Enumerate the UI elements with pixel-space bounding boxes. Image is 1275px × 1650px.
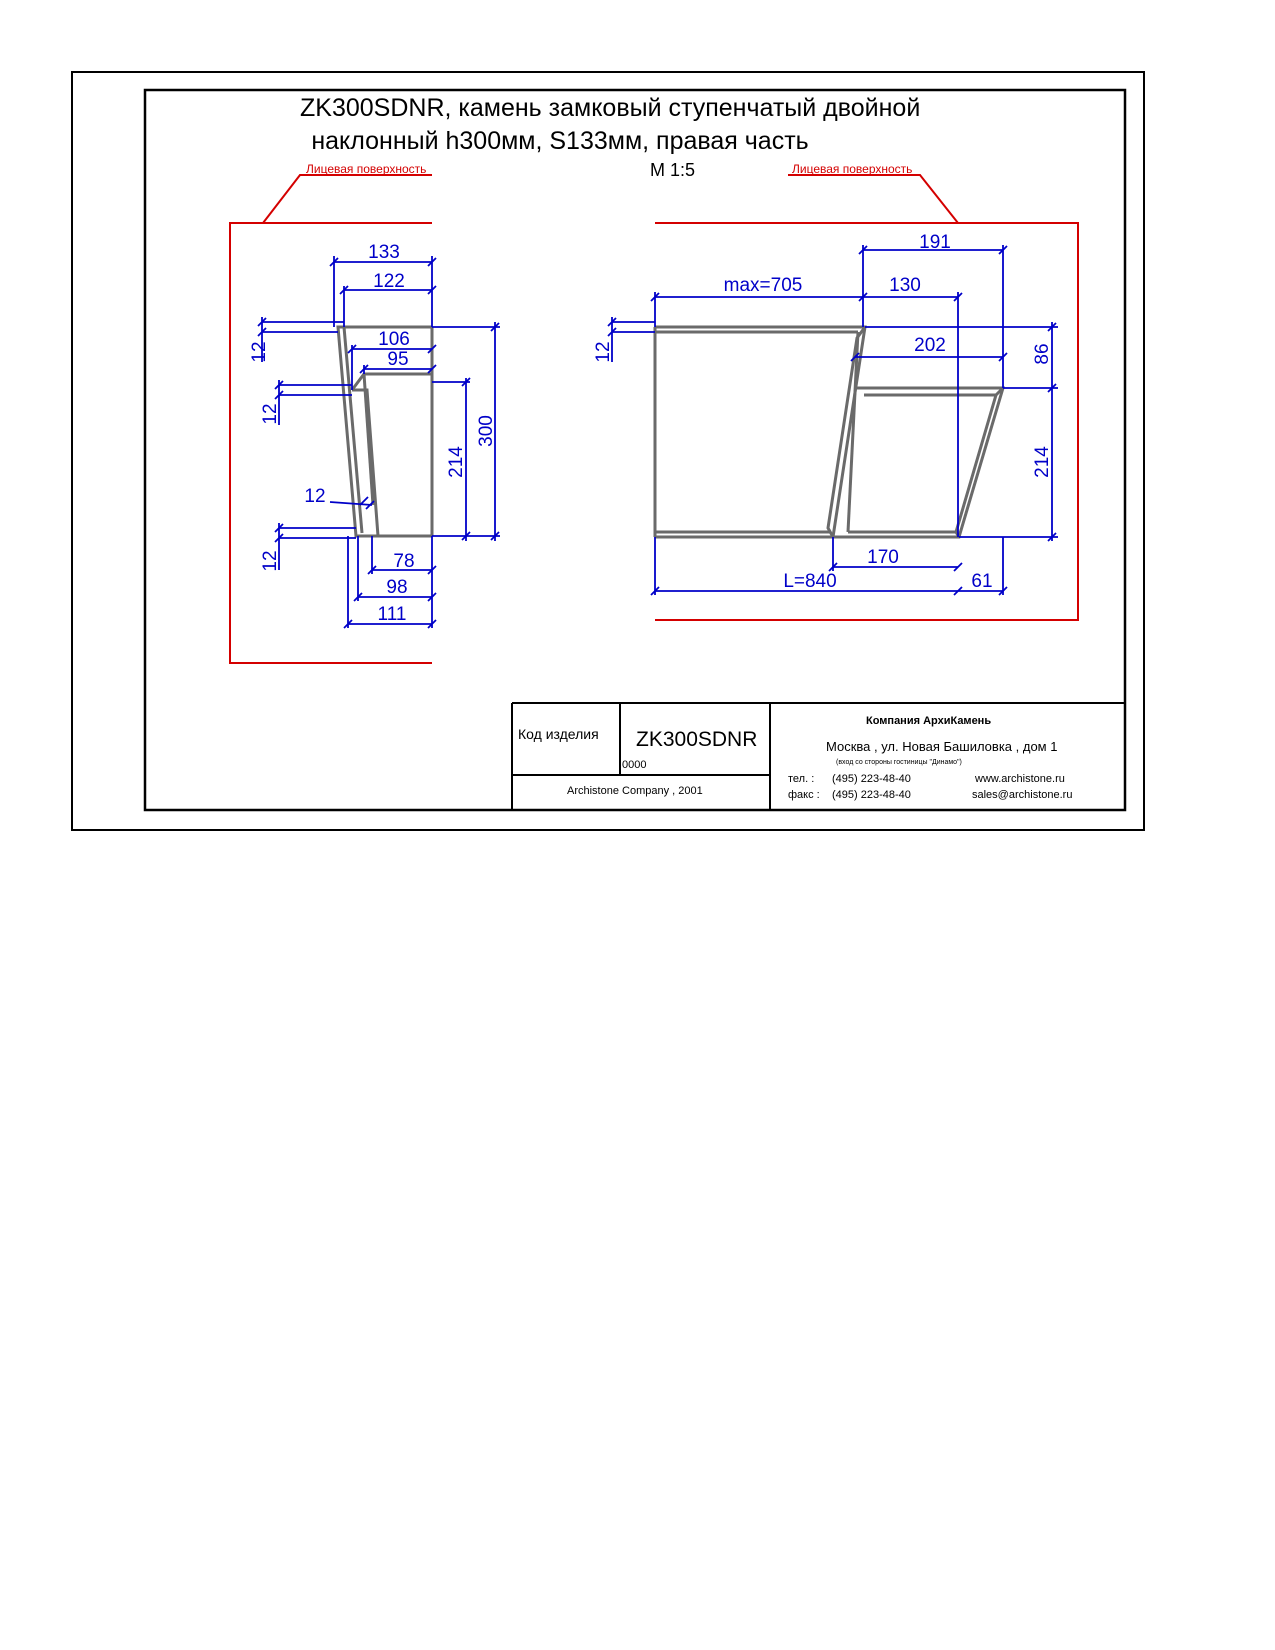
dim-12-mid: 12 bbox=[260, 403, 281, 425]
face-label-left: Лицевая поверхность bbox=[306, 162, 427, 176]
drawing-scale: M 1:5 bbox=[650, 160, 696, 180]
face-label-right: Лицевая поверхность bbox=[792, 162, 913, 176]
drawing-number: 0000 bbox=[622, 759, 647, 771]
dim-300: 300 bbox=[476, 415, 497, 447]
fax-value: (495) 223-48-40 bbox=[832, 789, 911, 801]
dim-106: 106 bbox=[378, 329, 410, 350]
dim-12-inner: 12 bbox=[304, 486, 326, 507]
dim-214-left: 214 bbox=[446, 446, 467, 478]
right-view-dimensions bbox=[608, 245, 1058, 595]
dim-214-right: 214 bbox=[1032, 446, 1053, 478]
dim-78: 78 bbox=[393, 551, 415, 572]
tel-label: тел. : bbox=[788, 773, 815, 785]
code-label: Код изделия bbox=[518, 726, 599, 742]
copyright-line: Archistone Company , 2001 bbox=[567, 785, 703, 797]
dim-86: 86 bbox=[1032, 343, 1053, 365]
dim-98: 98 bbox=[386, 577, 408, 598]
drawing-title-line1: ZK300SDNR, камень замковый ступенчатый двойной bbox=[300, 94, 921, 122]
fax-label: факс : bbox=[788, 789, 820, 801]
right-view-outline bbox=[655, 327, 1003, 537]
email-link[interactable]: sales@archistone.ru bbox=[972, 789, 1073, 801]
dim-12-bottom: 12 bbox=[260, 550, 281, 572]
dim-111: 111 bbox=[377, 604, 407, 625]
dim-130: 130 bbox=[889, 275, 921, 296]
dim-170: 170 bbox=[867, 547, 899, 568]
dim-max705: max=705 bbox=[723, 275, 803, 296]
address-note: (вход со стороны гостиницы "Динамо") bbox=[836, 759, 962, 766]
dim-61: 61 bbox=[971, 571, 993, 592]
left-view-dimensions bbox=[258, 256, 500, 628]
drawing-title-line2: наклонный h300мм, S133мм, правая часть bbox=[311, 127, 809, 155]
dim-133: 133 bbox=[368, 242, 400, 263]
dim-202: 202 bbox=[914, 335, 946, 356]
dim-12-right: 12 bbox=[593, 341, 614, 363]
dim-L840: L=840 bbox=[783, 571, 837, 592]
product-code: ZK300SDNR bbox=[636, 728, 758, 751]
dim-122: 122 bbox=[373, 271, 405, 292]
company-address: Москва , ул. Новая Башиловка , дом 1 bbox=[826, 739, 1058, 754]
company-name: Компания АрхиКамень bbox=[866, 715, 992, 727]
website-link[interactable]: www.archistone.ru bbox=[975, 773, 1065, 785]
dim-191: 191 bbox=[919, 232, 951, 253]
tel-value: (495) 223-48-40 bbox=[832, 773, 911, 785]
dim-95: 95 bbox=[387, 349, 409, 370]
dim-12-top: 12 bbox=[249, 341, 270, 363]
